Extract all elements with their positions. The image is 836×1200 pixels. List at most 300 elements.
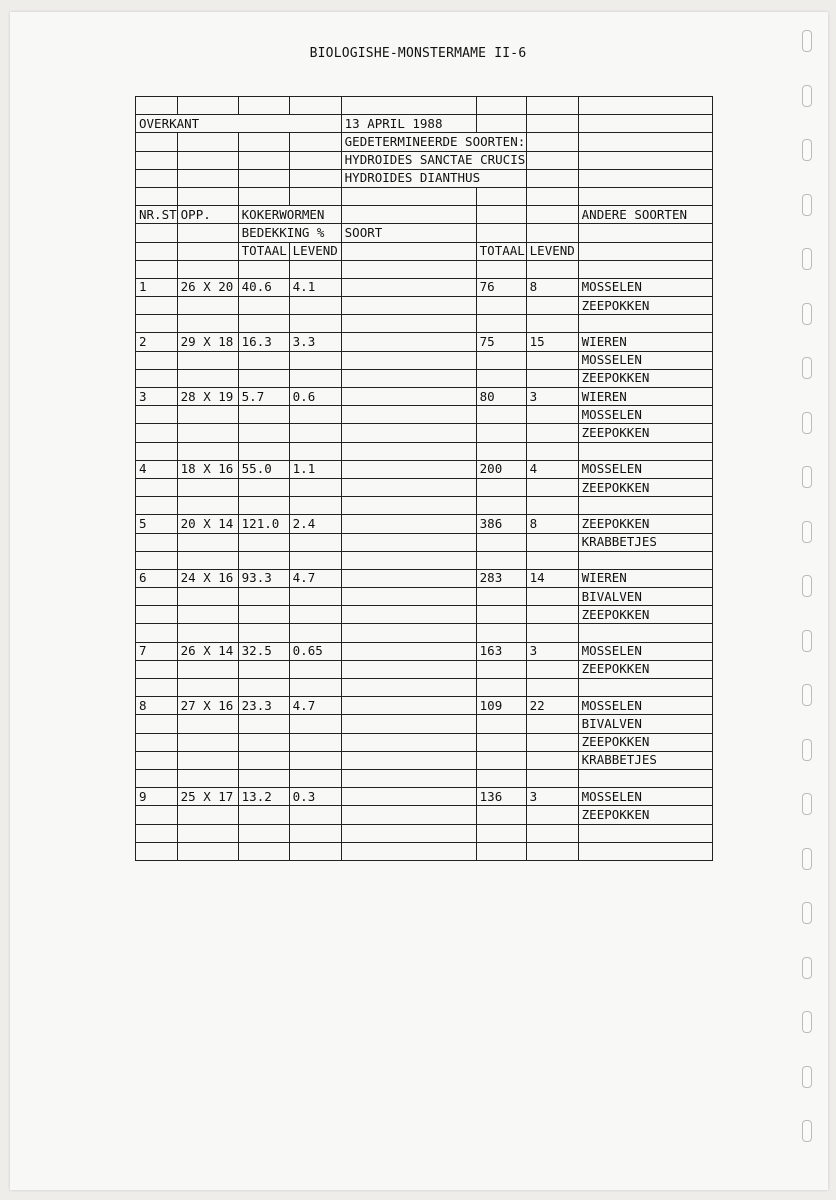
other-species-column-header: ANDERE SOORTEN [578, 206, 712, 224]
species-cell [341, 351, 476, 369]
other-species: MOSSELEN [578, 406, 712, 424]
count-alive [526, 751, 578, 769]
station-number [136, 660, 178, 678]
coverage-alive [289, 624, 341, 642]
table-row [136, 406, 713, 424]
table-row [136, 642, 713, 660]
plot-area [177, 533, 238, 551]
count-total: 163 [476, 642, 526, 660]
header-row-determined [136, 133, 713, 151]
date-label: 13 APRIL 1988 [341, 115, 476, 133]
plot-area [177, 551, 238, 569]
species-cell [341, 624, 476, 642]
binder-hole [802, 303, 812, 325]
binder-hole [802, 1011, 812, 1033]
species-cell [341, 606, 476, 624]
species-cell [341, 369, 476, 387]
coverage-total [238, 315, 289, 333]
count-alive [526, 315, 578, 333]
table-row [136, 551, 713, 569]
table-row [136, 333, 713, 351]
coverage-total [238, 551, 289, 569]
species-cell [341, 278, 476, 296]
table-row [136, 388, 713, 406]
count-alive: 8 [526, 515, 578, 533]
station-number [136, 751, 178, 769]
species-cell [341, 551, 476, 569]
other-species: BIVALVEN [578, 715, 712, 733]
coverage-total: 55.0 [238, 460, 289, 478]
count-total [476, 824, 526, 842]
other-species [578, 442, 712, 460]
table-row [136, 842, 713, 860]
plot-area [177, 497, 238, 515]
count-alive [526, 733, 578, 751]
plot-area [177, 478, 238, 496]
species-cell [341, 442, 476, 460]
coverage-alive [289, 660, 341, 678]
species-cell [341, 297, 476, 315]
plot-area: 28 X 19 [177, 388, 238, 406]
station-number [136, 478, 178, 496]
count-total: 283 [476, 569, 526, 587]
station-number [136, 260, 178, 278]
table-row [136, 624, 713, 642]
binder-hole [802, 739, 812, 761]
species-cell [341, 660, 476, 678]
count-alive [526, 351, 578, 369]
plot-area [177, 315, 238, 333]
count-total [476, 842, 526, 860]
count-alive [526, 588, 578, 606]
count-alive [526, 406, 578, 424]
other-species: ZEEPOKKEN [578, 515, 712, 533]
station-number: 9 [136, 788, 178, 806]
station-column-header: NR.ST [136, 206, 178, 224]
plot-area [177, 442, 238, 460]
count-total: 75 [476, 333, 526, 351]
coverage-alive [289, 751, 341, 769]
count-alive [526, 260, 578, 278]
count-alive: 4 [526, 460, 578, 478]
species-cell [341, 515, 476, 533]
header-row-blank-top [136, 97, 713, 115]
table-row [136, 278, 713, 296]
other-species: ZEEPOKKEN [578, 424, 712, 442]
count-total [476, 588, 526, 606]
count-alive: 3 [526, 642, 578, 660]
table-row [136, 751, 713, 769]
other-species: MOSSELEN [578, 642, 712, 660]
other-species: MOSSELEN [578, 697, 712, 715]
coverage-alive [289, 442, 341, 460]
station-number [136, 733, 178, 751]
coverage-alive [289, 842, 341, 860]
station-number [136, 369, 178, 387]
station-number: 7 [136, 642, 178, 660]
coverage-alive: 4.1 [289, 278, 341, 296]
plot-area: 20 X 14 [177, 515, 238, 533]
table-row [136, 769, 713, 787]
coverage-total: 121.0 [238, 515, 289, 533]
plot-area [177, 260, 238, 278]
coverage-total [238, 260, 289, 278]
coverage-total: 5.7 [238, 388, 289, 406]
table-row [136, 788, 713, 806]
plot-area [177, 842, 238, 860]
coverage-total [238, 751, 289, 769]
coverage-alive [289, 369, 341, 387]
table-row [136, 351, 713, 369]
table-row [136, 569, 713, 587]
table-row [136, 679, 713, 697]
binder-hole [802, 684, 812, 706]
plot-area [177, 806, 238, 824]
coverage-total: 23.3 [238, 697, 289, 715]
station-number [136, 315, 178, 333]
coverage-alive [289, 297, 341, 315]
coverage-alive [289, 679, 341, 697]
header-row-species-1 [136, 151, 713, 169]
species-cell [341, 769, 476, 787]
station-number [136, 442, 178, 460]
species-cell [341, 806, 476, 824]
species-cell [341, 842, 476, 860]
count-total [476, 733, 526, 751]
count-total [476, 624, 526, 642]
other-species [578, 497, 712, 515]
station-number [136, 679, 178, 697]
other-species [578, 260, 712, 278]
other-species: ZEEPOKKEN [578, 733, 712, 751]
count-alive: 15 [526, 333, 578, 351]
other-species: MOSSELEN [578, 460, 712, 478]
binder-hole [802, 1066, 812, 1088]
coverage-alive [289, 551, 341, 569]
table-row [136, 297, 713, 315]
station-number [136, 624, 178, 642]
coverage-alive: 2.4 [289, 515, 341, 533]
species-name: HYDROIDES SANCTAE CRUCIS [341, 151, 526, 169]
other-species: KRABBETJES [578, 751, 712, 769]
count-total [476, 806, 526, 824]
count-alive [526, 660, 578, 678]
table-row [136, 515, 713, 533]
table-row [136, 806, 713, 824]
coverage-total [238, 715, 289, 733]
table-row [136, 606, 713, 624]
count-total [476, 260, 526, 278]
header-row-species-2 [136, 169, 713, 187]
count-total: 80 [476, 388, 526, 406]
binder-hole [802, 194, 812, 216]
coverage-total [238, 478, 289, 496]
count-alive: 14 [526, 569, 578, 587]
coverage-alive: 0.65 [289, 642, 341, 660]
count-alive: 3 [526, 788, 578, 806]
count-alive [526, 806, 578, 824]
coverage-alive [289, 769, 341, 787]
coverage-alive [289, 606, 341, 624]
coverage-column-header: BEDEKKING % [238, 224, 341, 242]
plot-area [177, 660, 238, 678]
coverage-total [238, 424, 289, 442]
coverage-alive [289, 497, 341, 515]
count-total: 76 [476, 278, 526, 296]
count-alive [526, 606, 578, 624]
count-alive [526, 497, 578, 515]
other-species [578, 315, 712, 333]
other-species: MOSSELEN [578, 278, 712, 296]
count-alive [526, 842, 578, 860]
station-number [136, 406, 178, 424]
count-alive [526, 533, 578, 551]
other-species [578, 679, 712, 697]
count-total: 200 [476, 460, 526, 478]
other-species: ZEEPOKKEN [578, 806, 712, 824]
coverage-alive [289, 715, 341, 733]
other-species: ZEEPOKKEN [578, 606, 712, 624]
species-cell [341, 497, 476, 515]
plot-area [177, 369, 238, 387]
table-row [136, 715, 713, 733]
coverage-alive [289, 824, 341, 842]
station-number [136, 715, 178, 733]
column-header-row-2 [136, 224, 713, 242]
binder-hole [802, 902, 812, 924]
count-alive [526, 442, 578, 460]
plot-area [177, 624, 238, 642]
species-cell [341, 715, 476, 733]
binder-hole [802, 575, 812, 597]
station-number [136, 806, 178, 824]
species-cell [341, 751, 476, 769]
coverage-total [238, 297, 289, 315]
plot-area: 29 X 18 [177, 333, 238, 351]
sample-table [135, 96, 713, 861]
coverage-alive: 3.3 [289, 333, 341, 351]
count-alive [526, 624, 578, 642]
other-species [578, 842, 712, 860]
station-number [136, 497, 178, 515]
count-total-header: TOTAAL [476, 242, 526, 260]
count-alive: 22 [526, 697, 578, 715]
plot-area [177, 424, 238, 442]
coverage-alive [289, 424, 341, 442]
binder-hole [802, 139, 812, 161]
count-alive: 8 [526, 278, 578, 296]
station-number [136, 606, 178, 624]
species-cell [341, 588, 476, 606]
area-column-header: OPP. [177, 206, 238, 224]
table-row [136, 315, 713, 333]
station-number [136, 588, 178, 606]
count-alive [526, 769, 578, 787]
plot-area [177, 769, 238, 787]
table-row [136, 460, 713, 478]
binder-hole [802, 357, 812, 379]
coverage-total [238, 624, 289, 642]
coverage-alive-header: LEVEND [289, 242, 341, 260]
species-cell [341, 697, 476, 715]
binder-hole [802, 248, 812, 270]
station-number [136, 533, 178, 551]
determined-species-label: GEDETERMINEERDE SOORTEN: [341, 133, 526, 151]
coverage-total: 16.3 [238, 333, 289, 351]
coverage-alive [289, 806, 341, 824]
table-row [136, 660, 713, 678]
coverage-total [238, 679, 289, 697]
count-total [476, 715, 526, 733]
plot-area [177, 588, 238, 606]
plot-area [177, 297, 238, 315]
plot-area [177, 824, 238, 842]
coverage-total [238, 769, 289, 787]
plot-area [177, 679, 238, 697]
coverage-alive [289, 533, 341, 551]
table-row [136, 733, 713, 751]
other-species [578, 769, 712, 787]
binder-hole [802, 466, 812, 488]
species-cell [341, 424, 476, 442]
count-alive [526, 824, 578, 842]
other-species: KRABBETJES [578, 533, 712, 551]
coverage-alive [289, 733, 341, 751]
count-total [476, 533, 526, 551]
plot-area: 26 X 14 [177, 642, 238, 660]
plot-area: 25 X 17 [177, 788, 238, 806]
count-total [476, 297, 526, 315]
table-row [136, 442, 713, 460]
count-total [476, 751, 526, 769]
species-cell [341, 788, 476, 806]
count-alive: 3 [526, 388, 578, 406]
count-total [476, 478, 526, 496]
plot-area: 24 X 16 [177, 569, 238, 587]
coverage-alive: 4.7 [289, 569, 341, 587]
station-number [136, 842, 178, 860]
other-species: ZEEPOKKEN [578, 478, 712, 496]
species-cell [341, 260, 476, 278]
coverage-total: 32.5 [238, 642, 289, 660]
count-alive [526, 478, 578, 496]
plot-area: 26 X 20 [177, 278, 238, 296]
coverage-total [238, 733, 289, 751]
table-row [136, 497, 713, 515]
coverage-alive [289, 315, 341, 333]
count-total [476, 315, 526, 333]
station-number [136, 297, 178, 315]
other-species [578, 824, 712, 842]
plot-area: 27 X 16 [177, 697, 238, 715]
location-label: OVERKANT [136, 115, 342, 133]
count-total [476, 497, 526, 515]
coverage-total [238, 442, 289, 460]
station-number [136, 551, 178, 569]
binder-hole [802, 1120, 812, 1142]
other-species: BIVALVEN [578, 588, 712, 606]
coverage-alive: 1.1 [289, 460, 341, 478]
station-number: 8 [136, 697, 178, 715]
coverage-total [238, 660, 289, 678]
coverage-total [238, 606, 289, 624]
coverage-total [238, 806, 289, 824]
table-row [136, 588, 713, 606]
header-row-blank [136, 187, 713, 205]
coverage-total: 40.6 [238, 278, 289, 296]
station-number: 1 [136, 278, 178, 296]
binder-hole [802, 85, 812, 107]
station-number [136, 424, 178, 442]
other-species: WIEREN [578, 333, 712, 351]
plot-area [177, 715, 238, 733]
binder-hole [802, 848, 812, 870]
binder-hole [802, 630, 812, 652]
plot-area [177, 351, 238, 369]
header-row-location [136, 115, 713, 133]
count-alive [526, 424, 578, 442]
plot-area [177, 733, 238, 751]
binder-hole [802, 957, 812, 979]
count-total [476, 424, 526, 442]
species-cell [341, 733, 476, 751]
count-total [476, 606, 526, 624]
other-species: MOSSELEN [578, 351, 712, 369]
count-total [476, 351, 526, 369]
binder-hole [802, 793, 812, 815]
species-cell [341, 478, 476, 496]
count-total [476, 679, 526, 697]
count-total [476, 769, 526, 787]
coverage-alive: 0.6 [289, 388, 341, 406]
species-cell [341, 642, 476, 660]
count-total [476, 660, 526, 678]
coverage-total [238, 497, 289, 515]
table-row [136, 424, 713, 442]
species-cell [341, 333, 476, 351]
other-species: MOSSELEN [578, 788, 712, 806]
count-total [476, 406, 526, 424]
other-species [578, 624, 712, 642]
other-species: WIEREN [578, 569, 712, 587]
count-alive [526, 551, 578, 569]
station-number: 4 [136, 460, 178, 478]
other-species: ZEEPOKKEN [578, 660, 712, 678]
coverage-total [238, 351, 289, 369]
other-species: ZEEPOKKEN [578, 297, 712, 315]
table-row [136, 478, 713, 496]
other-species: ZEEPOKKEN [578, 369, 712, 387]
station-number [136, 769, 178, 787]
coverage-alive: 4.7 [289, 697, 341, 715]
species-cell [341, 824, 476, 842]
species-cell [341, 533, 476, 551]
station-number: 3 [136, 388, 178, 406]
count-total [476, 369, 526, 387]
count-alive [526, 297, 578, 315]
coverage-total: 13.2 [238, 788, 289, 806]
plot-area [177, 751, 238, 769]
coverage-total [238, 588, 289, 606]
coverage-total [238, 842, 289, 860]
species-name: HYDROIDES DIANTHUS [341, 169, 526, 187]
species-cell [341, 679, 476, 697]
station-number [136, 824, 178, 842]
table-row [136, 824, 713, 842]
station-number: 5 [136, 515, 178, 533]
coverage-total [238, 533, 289, 551]
plot-area [177, 606, 238, 624]
